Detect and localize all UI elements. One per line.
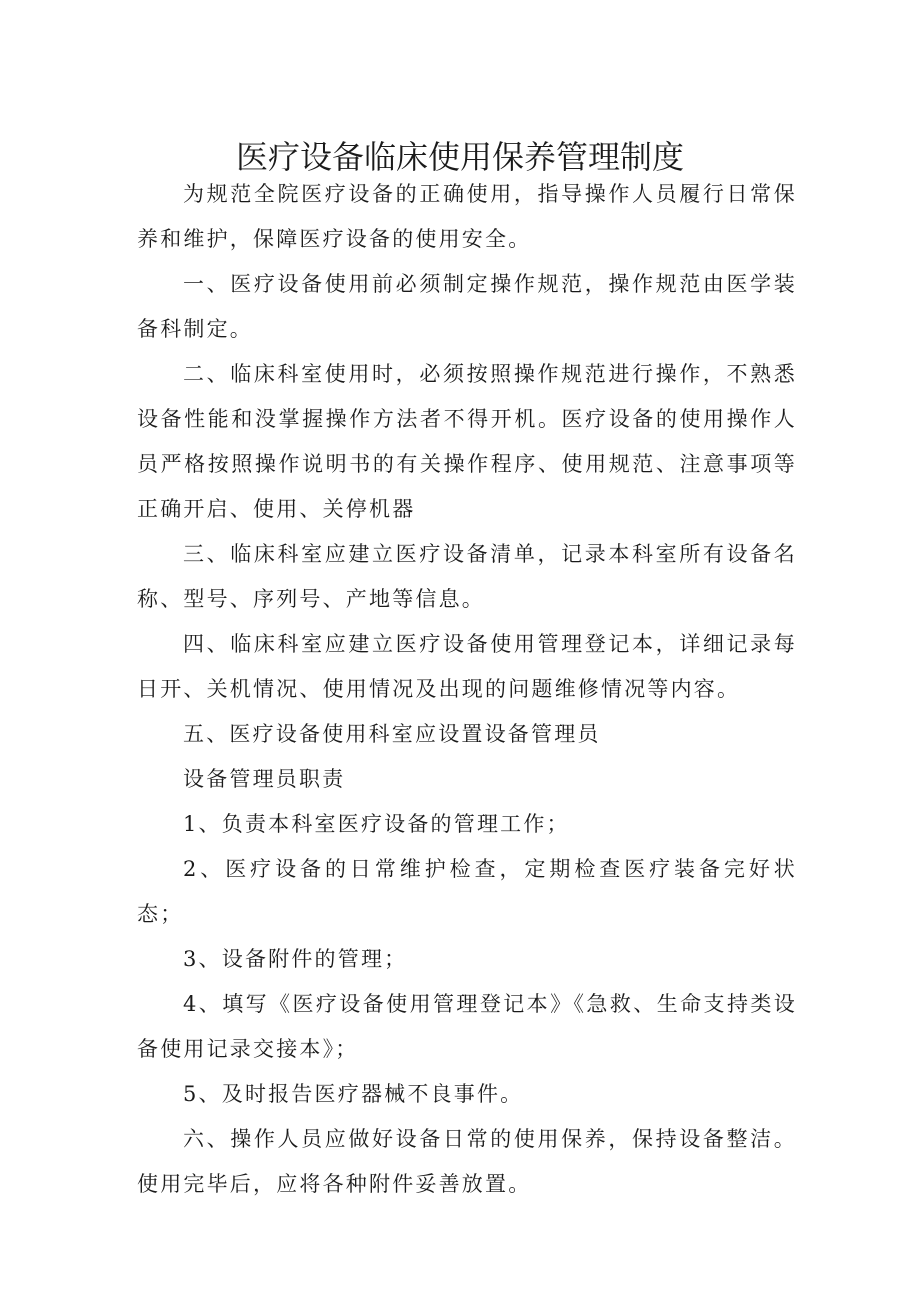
paragraph-intro: 为规范全院医疗设备的正确使用，指导操作人员履行日常保养和维护，保障医疗设备的使用安全。 [137, 182, 797, 251]
paragraph-item-3: 三、临床科室应建立医疗设备清单，记录本科室所有设备名称、型号、序列号、产地等信息。 [137, 542, 797, 611]
paragraph-duty-1: 1、负责本科室医疗设备的管理工作； [183, 812, 570, 836]
paragraph-item-5: 五、医疗设备使用科室应设置设备管理员 [183, 722, 601, 746]
paragraph-duty-5: 5、及时报告医疗器械不良事件。 [183, 1082, 524, 1106]
paragraph-item-6: 六、操作人员应做好设备日常的使用保养，保持设备整洁。使用完毕后，应将各种附件妥善放置。 [137, 1127, 797, 1196]
paragraph-item-1: 一、医疗设备使用前必须制定操作规范，操作规范由医学装备科制定。 [137, 272, 797, 341]
document-body [137, 172, 797, 1207]
paragraph-duty-4: 4、填写《医疗设备使用管理登记本》《急救、生命支持类设备使用记录交接本》； [137, 992, 797, 1061]
paragraph-duty-3: 3、设备附件的管理； [183, 947, 408, 971]
paragraph-duty-2: 2、医疗设备的日常维护检查，定期检查医疗装备完好状态； [137, 857, 797, 926]
document-title: 医疗设备临床使用保养管理制度 [235, 138, 684, 177]
paragraph-item-4: 四、临床科室应建立医疗设备使用管理登记本，详细记录每日开、关机情况、使用情况及出现的问题维修情况等内容。 [137, 632, 797, 701]
paragraph-duties-heading: 设备管理员职责 [183, 767, 346, 791]
paragraph-item-2: 二、临床科室使用时，必须按照操作规范进行操作，不熟悉设备性能和没掌握操作方法者不得开机。医疗设备的使用操作人员严格按照操作说明书的有关操作程序、使用规范、注意事项等正确开启、使用、关停机器 [137, 362, 797, 521]
